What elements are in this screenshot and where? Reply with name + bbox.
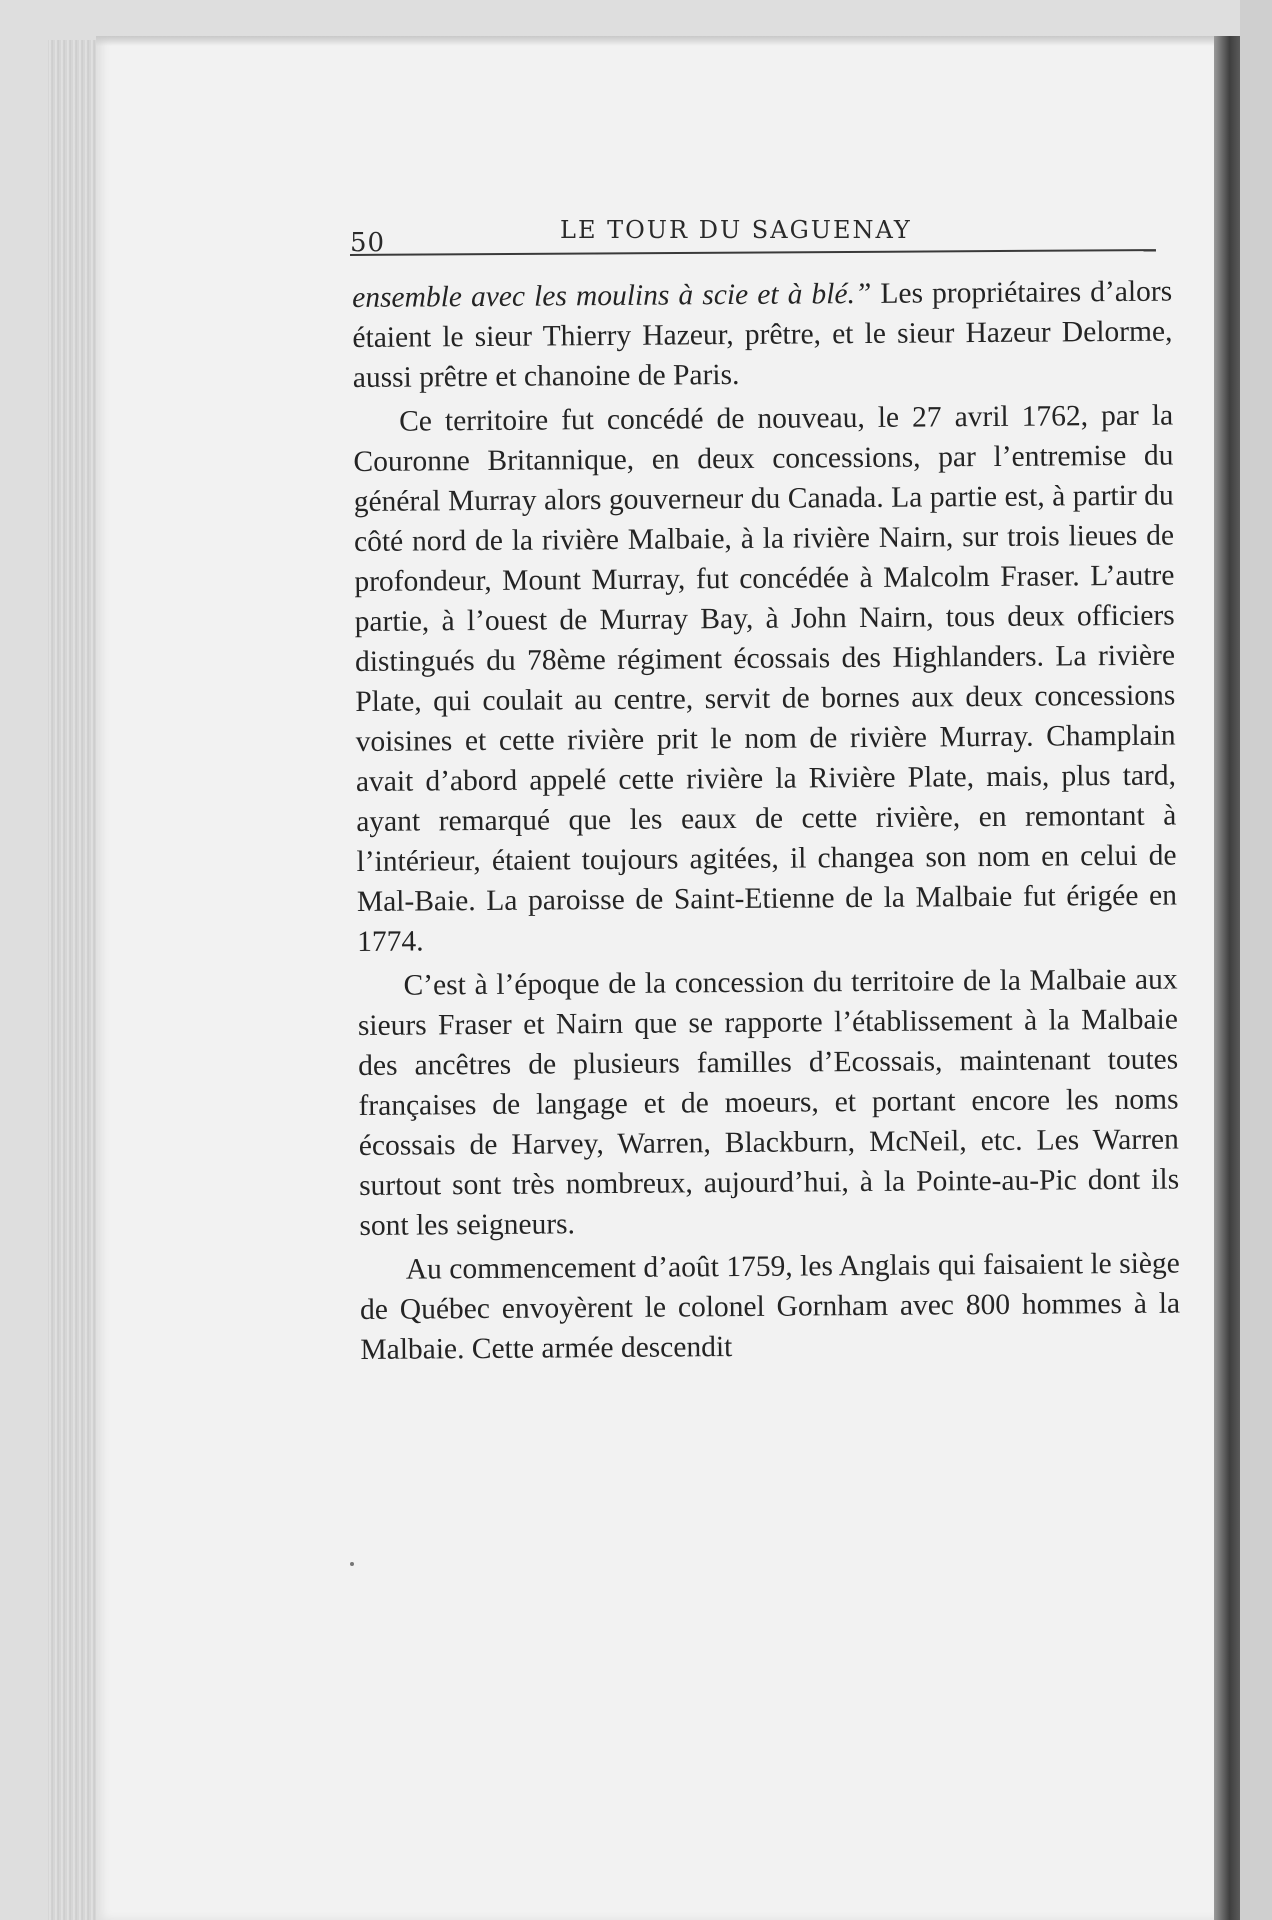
paragraph-3: C’est à l’époque de la concession du territoire de la Malbaie aux sieurs Fraser et Nairn que se rapporte l’établissement à la Malbaie des ancêtres de plusieurs familles d’Ecossais, maintenant toutes françaises de langage et de moeurs, et portant encore les noms écossais de Harvey, Warren, Blackburn, McNeil, etc. Les Warren surtout sont très nombreux, aujourd’hui, à la Pointe-au-Pic dont ils sont les seigneurs.: [357, 963, 1180, 1242]
scan-margin: [1240, 0, 1272, 1920]
page-edges: [48, 40, 96, 1920]
top-shadow: [96, 36, 1216, 46]
running-title: LE TOUR DU SAGUENAY: [560, 216, 912, 244]
italic-lead: ensemble avec les moulins à scie et à blé.”: [352, 277, 872, 314]
paragraph-1: [352, 272, 1173, 398]
ink-speck: [350, 1562, 354, 1566]
paragraph-2: Ce territoire fut concédé de nouveau, le 27 avril 1762, par la Couronne Britannique, en deux concessions, par l’entremise du général Murray alors gouverneur du Canada. La partie est, à partir du côté nord de la rivière Malbaie, à la rivière Nairn, sur trois lieues de profondeur, Mount Murray, fut concédée à Malcolm Fraser. L’autre partie, à l’ouest de Murray Bay, à John Nairn, tous deux officiers distingués du 78ème régiment écossais des Highlanders. La rivière Plate, qui coulait au centre, servit de bornes aux deux concessions voisines et cette rivière prit le nom de rivière Murray. Champlain avait d’abord appelé cette rivière la Rivière Plate, mais, plus tard, ayant remarqué que les eaux de cette rivière, en remontant à l’intérieur, étaient toujours agitées, il changea son nom en celui de Mal-Baie. La paroisse de Saint-Etienne de la Malbaie fut érigée en 1774.: [353, 399, 1178, 958]
paragraph-4: Au commencement d’août 1759, les Anglais qui faisaient le siège de Québec envoyèrent le colonel Gornham avec 800 hommes à la Malbaie. Cette armée descendit: [359, 1247, 1181, 1366]
body-text: [352, 272, 1181, 1374]
page-number: 50: [350, 228, 386, 258]
paragraph-1-text: Les propriétaires d’alors étaient le sieur Thierry Hazeur, prêtre, et le sieur Hazeur Delorme, aussi prêtre et chanoine de Paris.: [352, 275, 1173, 394]
binding-edge: [1214, 36, 1240, 1920]
running-head: [350, 208, 1160, 258]
